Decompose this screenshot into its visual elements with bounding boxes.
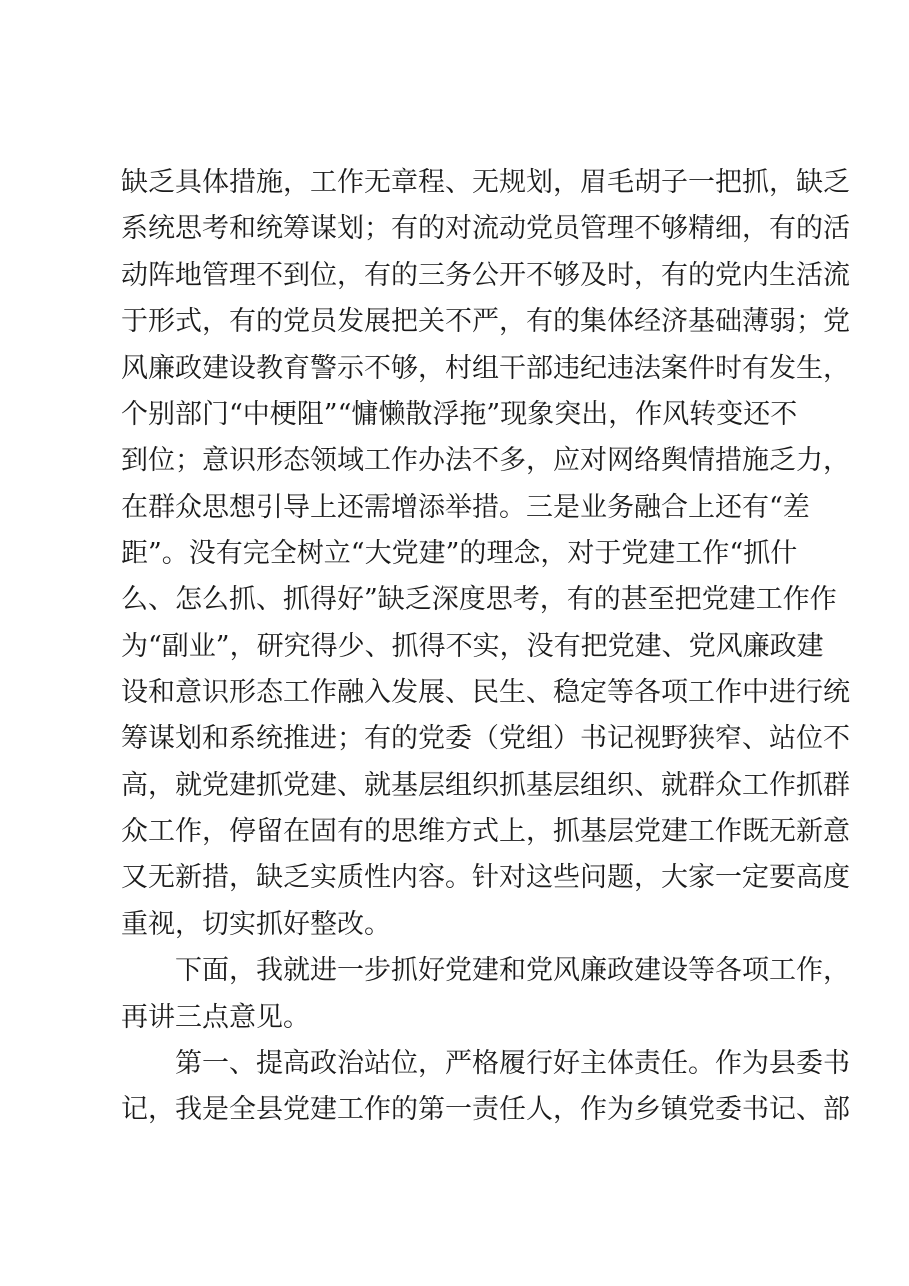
- text-line: 距”。没有完全树立“大党建”的理念，对于党建工作“抓什: [121, 538, 798, 569]
- text-line: 动阵地管理不到位，有的三务公开不够及时，有的党内生活流: [121, 260, 850, 291]
- text-line: 在群众思想引导上还需增添举措。三是业务融合上还有“差: [121, 492, 810, 523]
- text-line: 重视，切实抓好整改。: [121, 909, 391, 940]
- text-line: 筹谋划和系统推进；有的党委（党组）书记视野狭窄、站位不: [121, 723, 850, 754]
- text-line: 个别部门“中梗阻”“慵懒散浮拖”现象突出，作风转变还不: [121, 399, 798, 430]
- text-line: 又无新措，缺乏实质性内容。针对这些问题，大家一定要高度: [121, 862, 850, 893]
- text-line: 记，我是全县党建工作的第一责任人，作为乡镇党委书记、部: [121, 1094, 850, 1125]
- text-line: 风廉政建设教育警示不够，村组干部违纪违法案件时有发生，: [121, 353, 850, 384]
- text-line: 到位；意识形态领域工作办法不多，应对网络舆情措施乏力，: [121, 445, 850, 476]
- text-line: 众工作，停留在固有的思维方式上，抓基层党建工作既无新意: [121, 816, 850, 847]
- paragraph-first-line: 第一、提高政治站位，严格履行好主体责任。作为县委书: [175, 1048, 850, 1079]
- text-line: 缺乏具体措施，工作无章程、无规划，眉毛胡子一把抓，缺乏: [121, 167, 850, 198]
- text-line: 设和意识形态工作融入发展、民生、稳定等各项工作中进行统: [121, 677, 850, 708]
- text-line: 高，就党建抓党建、就基层组织抓基层组织、就群众工作抓群: [121, 770, 850, 801]
- text-line: 为“副业”，研究得少、抓得不实，没有把党建、党风廉政建: [121, 631, 824, 662]
- paragraph-first-line: 下面，我就进一步抓好党建和党风廉政建设等各项工作，: [175, 955, 850, 986]
- text-line: 么、怎么抓、抓得好”缺乏深度思考，有的甚至把党建工作作: [121, 584, 837, 615]
- text-line: 于形式，有的党员发展把关不严，有的集体经济基础薄弱；党: [121, 306, 850, 337]
- text-line: 系统思考和统筹谋划；有的对流动党员管理不够精细，有的活: [121, 213, 850, 244]
- text-line: 再讲三点意见。: [121, 1002, 310, 1033]
